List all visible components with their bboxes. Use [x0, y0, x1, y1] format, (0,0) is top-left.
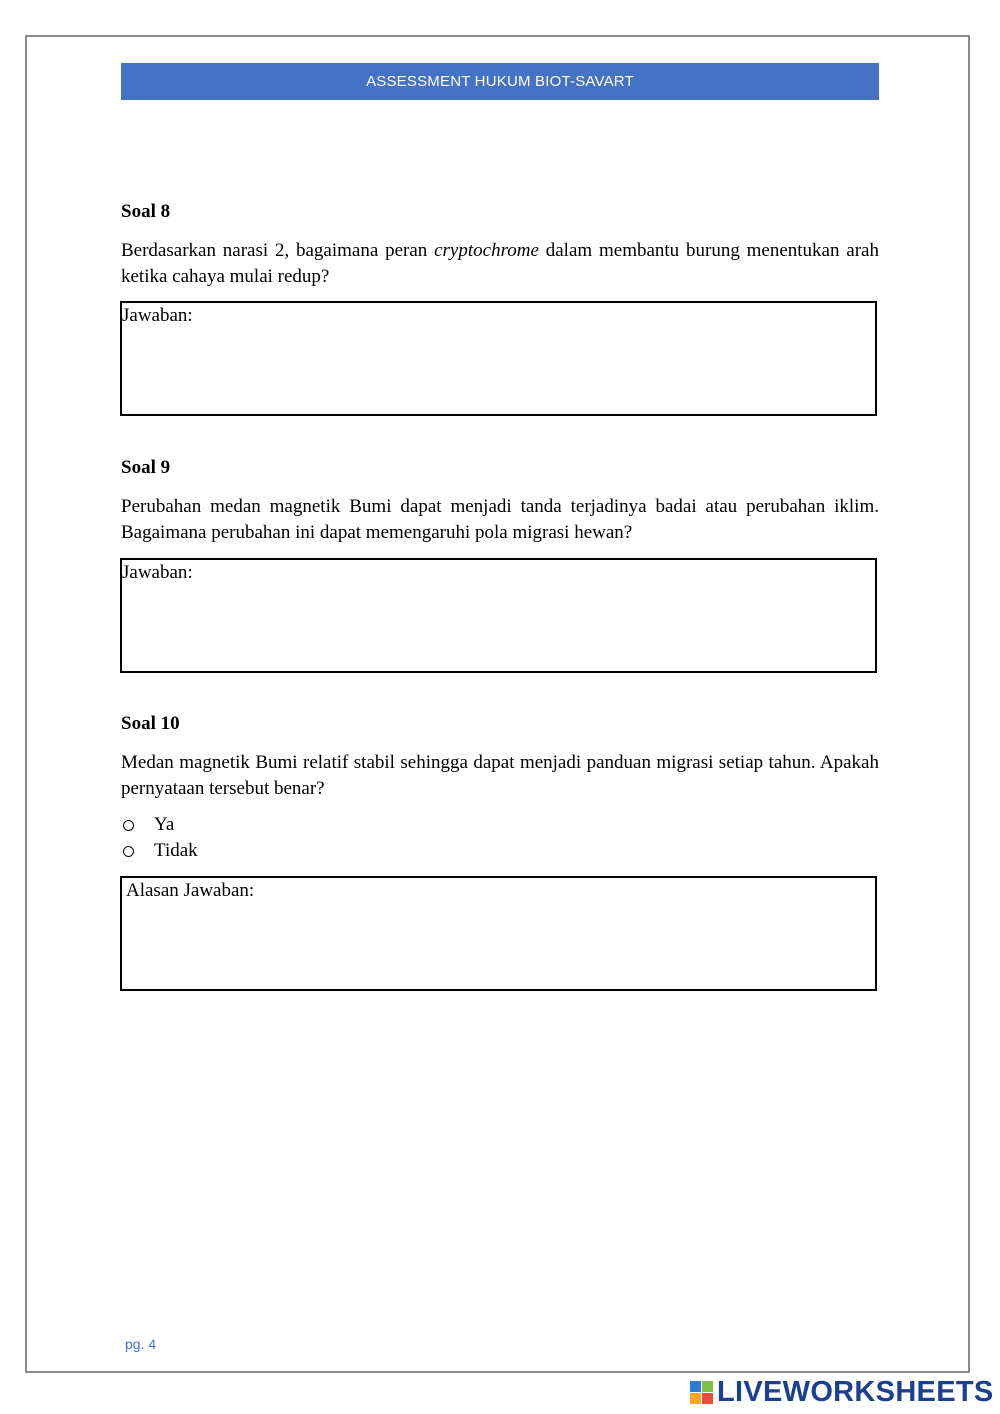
option-label: Ya	[154, 814, 175, 835]
question-9-title: Soal 9	[121, 457, 171, 478]
question-8-text-italic: cryptochrome	[434, 240, 539, 261]
logo-text: LIVEWORKSHEETS	[717, 1376, 994, 1408]
logo-grid-icon	[690, 1381, 713, 1404]
header-title: ASSESSMENT HUKUM BIOT-SAVART	[366, 73, 634, 90]
answer-label-9: Jawaban:	[122, 562, 193, 583]
option-ya[interactable]	[121, 814, 174, 836]
logo-square	[702, 1393, 713, 1404]
liveworksheets-logo	[690, 1376, 994, 1409]
page-number: pg. 4	[125, 1336, 157, 1352]
question-10-text: Medan magnetik Bumi relatif stabil sehingga dapat menjadi panduan migrasi setiap tahun. Apakah pernyataan tersebut benar?	[121, 752, 879, 799]
answer-box-10[interactable]	[120, 876, 877, 991]
logo-square	[702, 1381, 713, 1392]
logo-square	[690, 1393, 701, 1404]
radio-circle-icon[interactable]	[123, 846, 134, 857]
page-frame	[25, 35, 970, 1373]
question-9-text: Perubahan medan magnetik Bumi dapat menjadi tanda terjadinya badai atau perubahan iklim. Bagaimana perubahan ini dapat memengaruhi pola migrasi hewan?	[121, 496, 879, 543]
question-8-text	[121, 238, 879, 290]
logo-square	[690, 1381, 701, 1392]
question-10-title: Soal 10	[121, 713, 180, 734]
header-bar	[121, 63, 879, 100]
question-8-title: Soal 8	[121, 201, 171, 222]
option-label: Tidak	[154, 840, 198, 861]
question-8-text-start: Berdasarkan narasi 2, bagaimana peran	[121, 240, 435, 261]
answer-box-9[interactable]	[120, 558, 877, 673]
option-tidak[interactable]	[121, 840, 198, 862]
question-8-text-end: dalam membantu burung menentukan arah ketika cahaya mulai redup?	[121, 240, 879, 287]
answer-label-10: Alasan Jawaban:	[126, 880, 255, 901]
radio-circle-icon[interactable]	[123, 820, 134, 831]
answer-label-8: Jawaban:	[122, 305, 193, 326]
answer-box-8[interactable]	[120, 301, 877, 416]
